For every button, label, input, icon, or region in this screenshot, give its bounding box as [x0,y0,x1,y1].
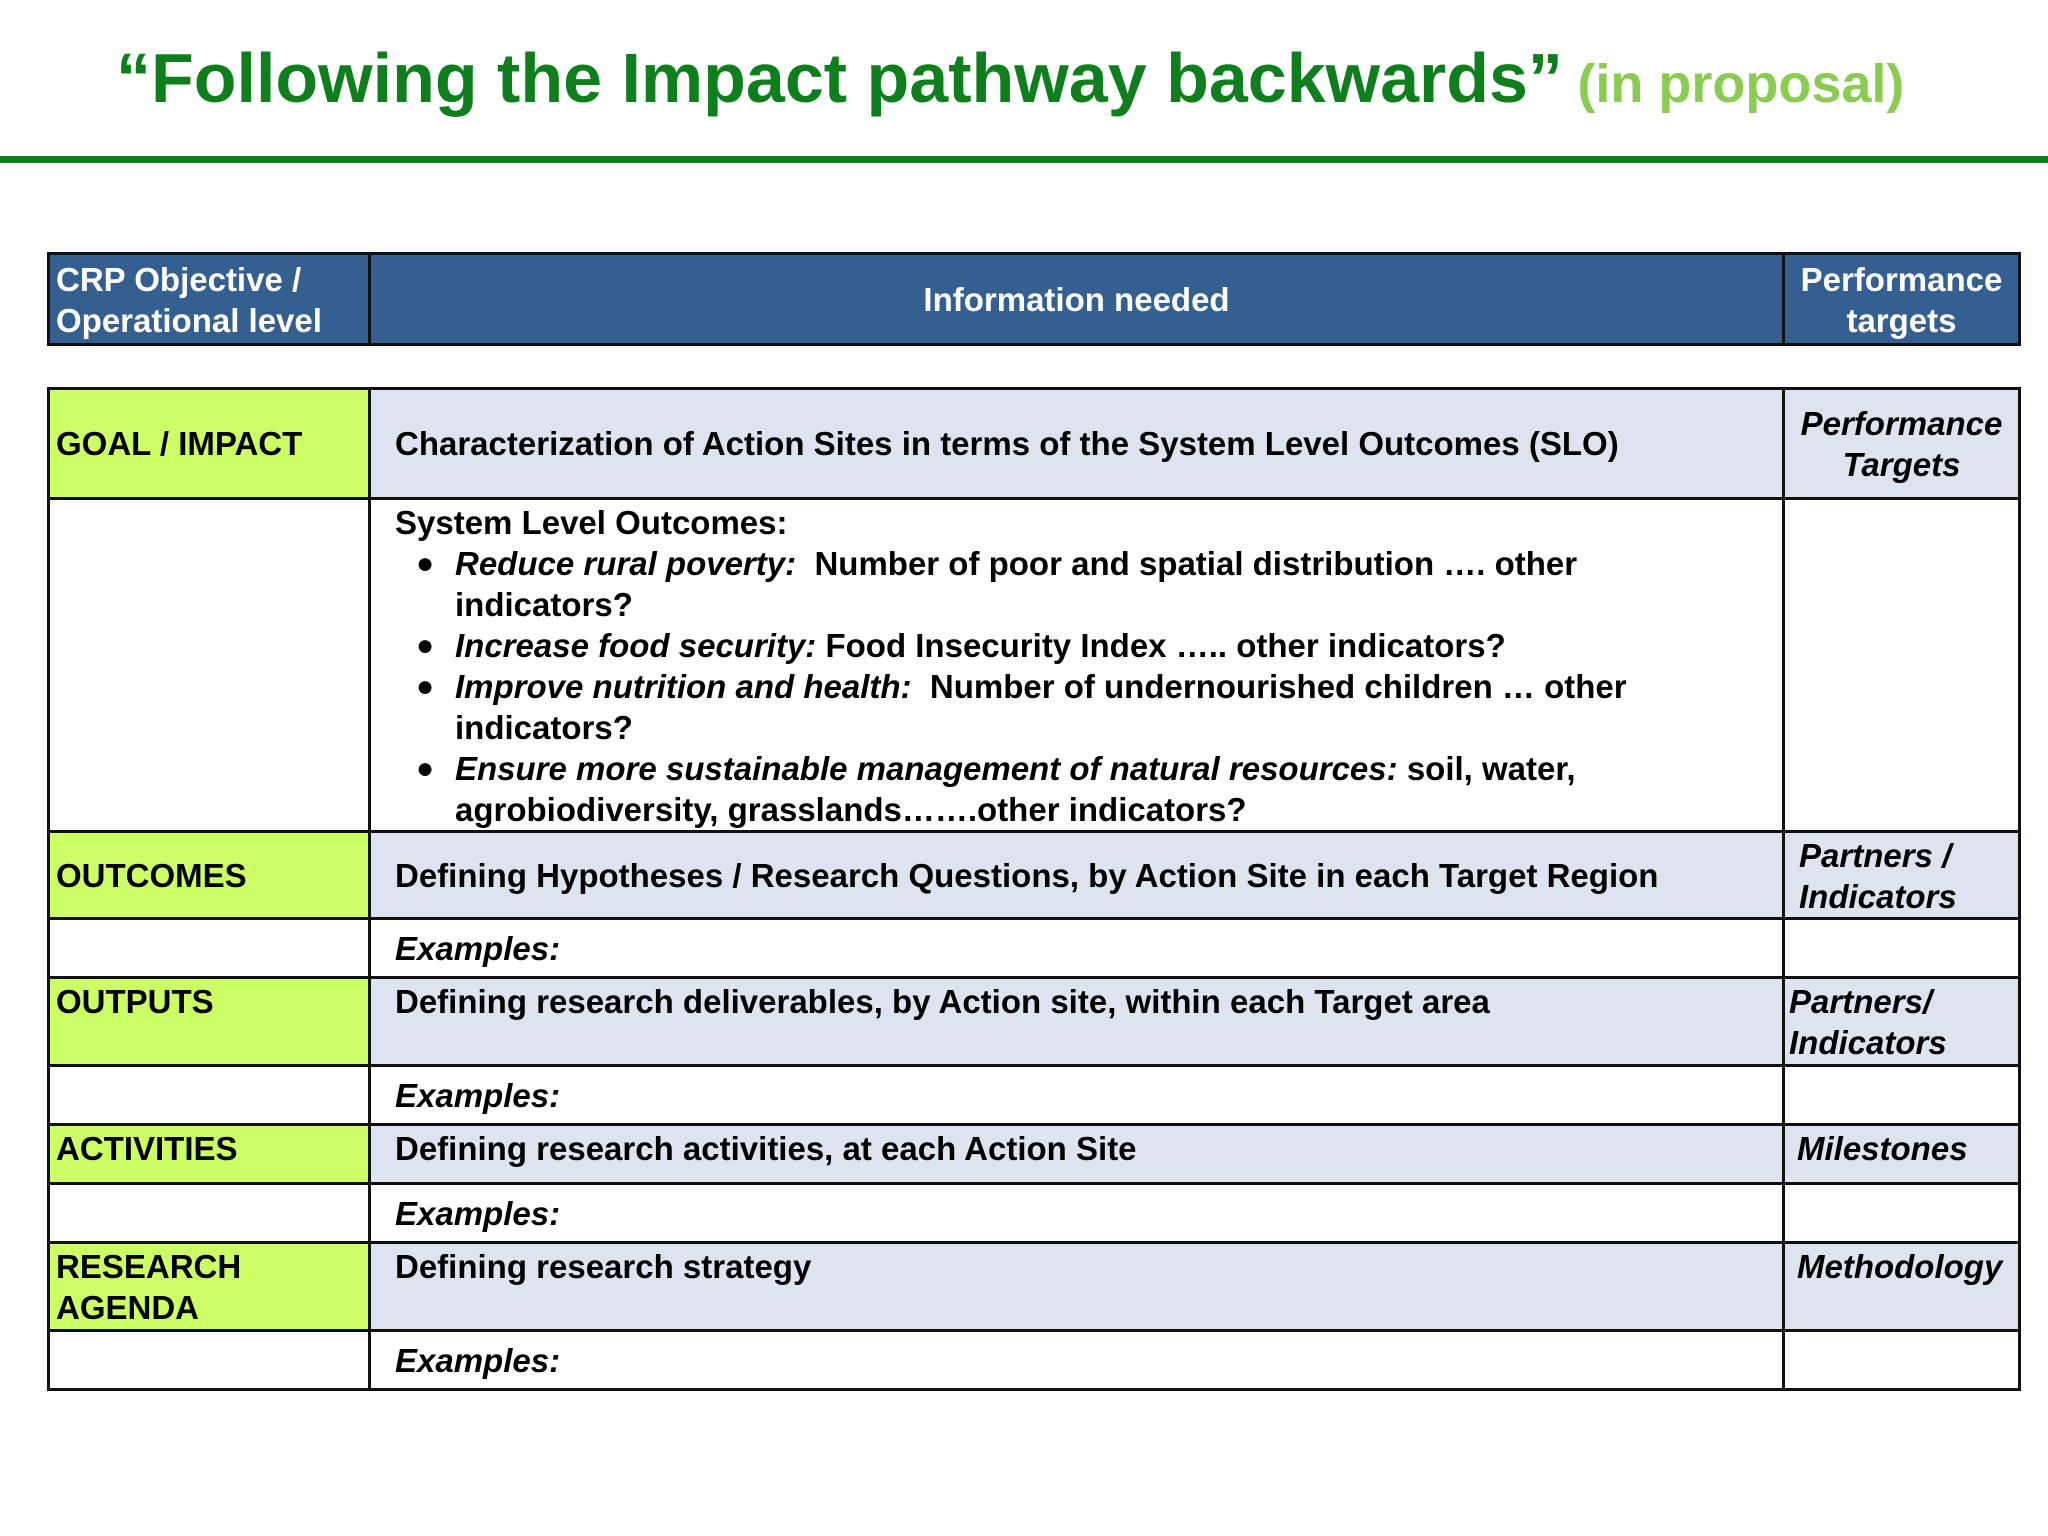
objective-empty [49,1331,370,1390]
bullet-icon: ● [416,752,435,785]
target-empty [1784,919,2020,978]
row-outcomes [49,832,2020,919]
objective-outcomes: OUTCOMES [49,832,370,919]
header-targets: Performance targets [1784,254,2020,345]
target-outputs: Partners/ Indicators [1784,978,2020,1066]
objective-research: RESEARCH AGENDA [49,1243,370,1331]
info-outputs: Defining research deliverables, by Action site, within each Target area [370,978,1784,1066]
row-research [49,1243,2020,1331]
row-outputs-examples [49,1066,2020,1125]
target-empty [1784,1184,2020,1243]
slo-item-label: Improve nutrition and health: [455,668,912,705]
slo-heading: System Level Outcomes: [395,504,788,541]
slide-title [116,38,1904,118]
row-activities-examples [49,1184,2020,1243]
info-goal: Characterization of Action Sites in terms of the System Level Outcomes (SLO) [370,389,1784,499]
header-row [49,254,2020,345]
objective-activities: ACTIVITIES [49,1125,370,1184]
objective-empty [49,1066,370,1125]
slo-item [416,543,1762,625]
slo-item [416,625,1762,666]
target-goal: Performance Targets [1784,389,2020,499]
title-divider [0,156,2048,163]
slo-item [416,748,1762,830]
target-research: Methodology [1784,1243,2020,1331]
target-empty [1784,1331,2020,1390]
target-empty [1784,1066,2020,1125]
objective-slo-empty [49,499,370,832]
header-table [47,252,2021,346]
objective-goal: GOAL / IMPACT [49,389,370,499]
row-research-examples [49,1331,2020,1390]
examples-research: Examples: [370,1331,1784,1390]
slo-item-label: Increase food security: [455,627,817,664]
target-slo-empty [1784,499,2020,832]
title-subtitle: (in proposal) [1577,54,1905,114]
row-outputs [49,978,2020,1066]
title-main: “Following the Impact pathway backwards” [116,39,1563,117]
slo-item-text: Number of undernourished children … other indicators? [455,668,1627,746]
objective-empty [49,1184,370,1243]
slo-list [395,543,1762,830]
slo-cell [370,499,1784,832]
header-objective: CRP Objective / Operational level [49,254,370,345]
row-activities [49,1125,2020,1184]
row-slo [49,499,2020,832]
row-outcomes-examples [49,919,2020,978]
objective-empty [49,919,370,978]
slo-item-text: Food Insecurity Index ….. other indicators? [825,627,1506,664]
target-activities: Milestones [1784,1125,2020,1184]
info-research: Defining research strategy [370,1243,1784,1331]
header-information: Information needed [370,254,1784,345]
examples-activities: Examples: [370,1184,1784,1243]
bullet-icon: ● [416,547,435,580]
bullet-icon: ● [416,629,435,662]
slo-item-label: Ensure more sustainable management of natural resources: [455,750,1398,787]
slo-item-text: soil, water, agrobiodiversity, grasslands…….other indicators? [455,750,1576,828]
examples-outcomes: Examples: [370,919,1784,978]
bullet-icon: ● [416,670,435,703]
info-outcomes: Defining Hypotheses / Research Questions, by Action Site in each Target Region [370,832,1784,919]
pathway-table [47,387,2021,1391]
slo-item [416,666,1762,748]
objective-outputs: OUTPUTS [49,978,370,1066]
slo-item-text: Number of poor and spatial distribution …. other indicators? [455,545,1578,623]
slo-item-label: Reduce rural poverty: [455,545,797,582]
target-outcomes: Partners / Indicators [1784,832,2020,919]
row-goal [49,389,2020,499]
examples-outputs: Examples: [370,1066,1784,1125]
info-activities: Defining research activities, at each Action Site [370,1125,1784,1184]
